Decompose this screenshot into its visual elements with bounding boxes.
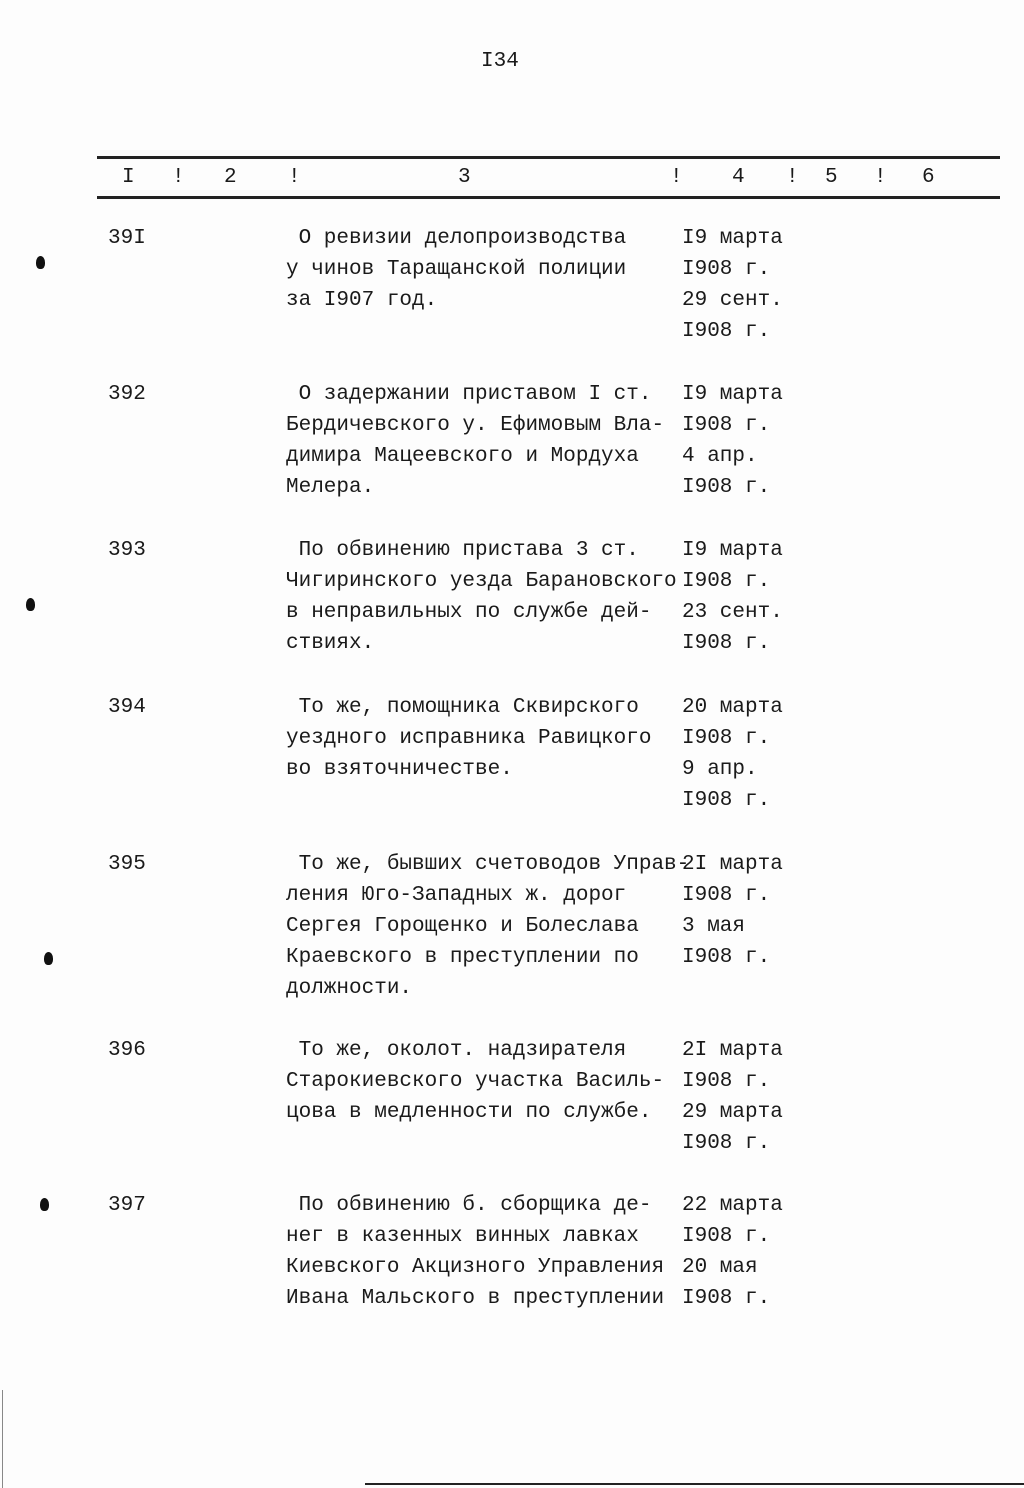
description-line: Сергея Горощенко и Болеслава xyxy=(286,915,639,938)
date-line: 22 марта xyxy=(682,1194,783,1217)
date-line: I908 г. xyxy=(682,1287,771,1310)
punch-mark xyxy=(40,1198,49,1211)
date-line: I908 г. xyxy=(682,789,771,812)
date-line: 2I марта xyxy=(682,1039,783,1062)
description-line: ления Юго-Западных ж. дорог xyxy=(286,884,627,907)
description-line: Краевского в преступлении по xyxy=(286,946,639,969)
row-dates xyxy=(682,1190,783,1314)
header-top-rule xyxy=(97,156,1000,159)
description-line: цова в медленности по службе. xyxy=(286,1101,652,1124)
row-dates xyxy=(682,692,783,816)
row-description xyxy=(286,1035,664,1128)
row-dates xyxy=(682,535,783,659)
description-line: нег в казенных винных лавках xyxy=(286,1225,639,1248)
row-description xyxy=(286,379,664,503)
date-line: I908 г. xyxy=(682,1132,771,1155)
row-number: 395 xyxy=(108,853,146,876)
description-line: за I907 год. xyxy=(286,289,438,312)
description-line: О ревизии делопроизводства xyxy=(286,227,627,250)
date-line: 3 мая xyxy=(682,915,746,938)
row-description xyxy=(286,1190,664,1314)
description-line: То же, околот. надзирателя xyxy=(286,1039,627,1062)
date-line: I908 г. xyxy=(682,570,771,593)
date-line: 23 сент. xyxy=(682,601,783,624)
page-number: I34 xyxy=(481,50,519,73)
description-line: Мелера. xyxy=(286,476,375,499)
header-col-2: 2 xyxy=(224,166,237,189)
punch-mark xyxy=(36,256,45,269)
row-description xyxy=(286,692,651,785)
description-line: ствиях. xyxy=(286,632,375,655)
description-line: По обвинению пристава 3 ст. xyxy=(286,539,639,562)
header-col-3: 3 xyxy=(458,166,471,189)
date-line: 20 мая xyxy=(682,1256,758,1279)
description-line: Старокиевского участка Василь- xyxy=(286,1070,665,1093)
bottom-rule xyxy=(365,1483,1024,1485)
description-line: Киевского Акцизного Управления xyxy=(286,1256,665,1279)
row-number: 397 xyxy=(108,1194,146,1217)
date-line: 29 сент. xyxy=(682,289,783,312)
header-col-1: I xyxy=(122,166,135,189)
date-line: I908 г. xyxy=(682,727,771,750)
description-line: димира Мацеевского и Мордуха xyxy=(286,445,639,468)
header-col-4: 4 xyxy=(732,166,745,189)
description-line: в неправильных по службе дей- xyxy=(286,601,652,624)
description-line: О задержании приставом I ст. xyxy=(286,383,652,406)
description-line: Бердичевского у. Ефимовым Вла- xyxy=(286,414,665,437)
row-number: 392 xyxy=(108,383,146,406)
date-line: I908 г. xyxy=(682,884,771,907)
description-line: во взяточничестве. xyxy=(286,758,513,781)
date-line: I908 г. xyxy=(682,476,771,499)
row-description xyxy=(286,223,626,316)
row-number: 394 xyxy=(108,696,146,719)
punch-mark xyxy=(26,598,35,611)
description-line: Чигиринского уезда Барановского xyxy=(286,570,677,593)
date-line: I9 марта xyxy=(682,539,783,562)
description-line: То же, бывших счетоводов Управ- xyxy=(286,853,690,876)
date-line: I908 г. xyxy=(682,632,771,655)
description-line: должности. xyxy=(286,977,413,1000)
date-line: 2I марта xyxy=(682,853,783,876)
date-line: I908 г. xyxy=(682,946,771,969)
header-col-5: 5 xyxy=(825,166,838,189)
header-separator: ! xyxy=(288,166,301,189)
date-line: I908 г. xyxy=(682,258,771,281)
row-number: 396 xyxy=(108,1039,146,1062)
date-line: I908 г. xyxy=(682,1070,771,1093)
edge-line xyxy=(2,1390,3,1488)
date-line: I908 г. xyxy=(682,414,771,437)
date-line: I9 марта xyxy=(682,383,783,406)
punch-mark xyxy=(44,952,53,965)
row-dates xyxy=(682,223,783,347)
header-bottom-rule xyxy=(97,196,1000,199)
description-line: уездного исправника Равицкого xyxy=(286,727,652,750)
header-col-6: 6 xyxy=(922,166,935,189)
description-line: у чинов Таращанской полиции xyxy=(286,258,627,281)
date-line: I908 г. xyxy=(682,320,771,343)
header-separator: ! xyxy=(670,166,683,189)
row-number: 39I xyxy=(108,227,146,250)
row-dates xyxy=(682,1035,783,1159)
date-line: 20 марта xyxy=(682,696,783,719)
date-line: I908 г. xyxy=(682,1225,771,1248)
description-line: Ивана Мальского в преступлении xyxy=(286,1287,665,1310)
row-description xyxy=(286,535,677,659)
description-line: По обвинению б. сборщика де- xyxy=(286,1194,652,1217)
row-dates xyxy=(682,849,783,973)
date-line: I9 марта xyxy=(682,227,783,250)
header-separator: ! xyxy=(786,166,799,189)
row-dates xyxy=(682,379,783,503)
description-line: То же, помощника Сквирского xyxy=(286,696,639,719)
date-line: 4 апр. xyxy=(682,445,758,468)
row-number: 393 xyxy=(108,539,146,562)
header-separator: ! xyxy=(172,166,185,189)
date-line: 29 марта xyxy=(682,1101,783,1124)
date-line: 9 апр. xyxy=(682,758,758,781)
row-description xyxy=(286,849,689,1004)
header-separator: ! xyxy=(874,166,887,189)
